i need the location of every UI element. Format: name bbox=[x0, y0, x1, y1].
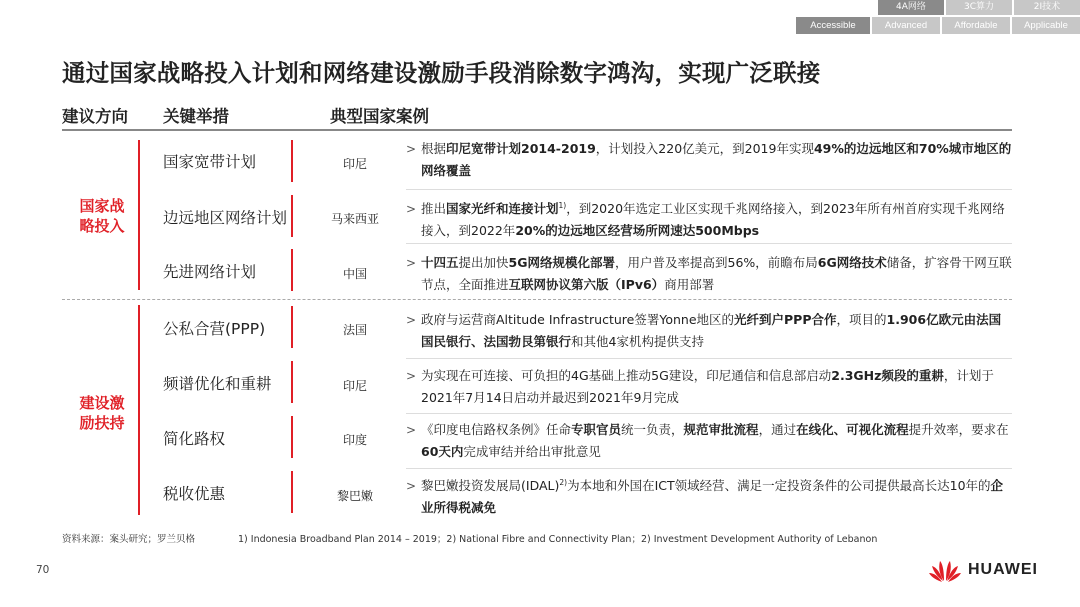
measure-label: 频谱优化和重耕 bbox=[163, 375, 272, 393]
group-label-line: 略投入 bbox=[79, 217, 125, 235]
group-label-strategic bbox=[62, 196, 142, 236]
page-number: 70 bbox=[36, 564, 50, 576]
chevron-right-icon: > bbox=[406, 142, 417, 156]
huawei-logo bbox=[928, 557, 1038, 583]
case-text bbox=[421, 138, 1012, 182]
case-segment: 完成审结并给出审批意见 bbox=[463, 444, 601, 459]
case-emphasis: 在线化、可视化流程 bbox=[796, 422, 909, 437]
case-emphasis: 互联网协议第六版（IPv6） bbox=[508, 277, 665, 292]
footnote-ref: 1) bbox=[558, 200, 567, 210]
case-item bbox=[406, 365, 1012, 409]
case-emphasis: 十四五 bbox=[421, 255, 459, 270]
case-segment: ，项目的 bbox=[836, 312, 887, 327]
tab-applicable[interactable]: Applicable bbox=[1012, 17, 1080, 34]
case-segment: 为本地和外国在ICT领域经营、满足一定投资条件的公司提供最高长达10年的 bbox=[567, 478, 991, 493]
chevron-right-icon: > bbox=[406, 202, 417, 216]
group-bracket-incentive bbox=[136, 305, 140, 515]
case-emphasis: 49%的边远地区和70%城市地区的网络覆盖 bbox=[421, 141, 1012, 178]
chevron-right-icon: > bbox=[406, 369, 417, 383]
case-segment: 推出 bbox=[421, 201, 447, 216]
country-label: 中国 bbox=[342, 267, 367, 281]
case-emphasis: 20%的边远地区经营场所网速达500Mbps bbox=[515, 223, 760, 238]
row-divider bbox=[406, 358, 1012, 359]
chevron-right-icon: > bbox=[406, 479, 417, 493]
measure-label: 税收优惠 bbox=[163, 485, 226, 503]
measure-bar bbox=[290, 195, 293, 237]
case-segment: 储备，扩容骨干网互联节点，全面推进 bbox=[421, 255, 1012, 292]
country-label: 马来西亚 bbox=[330, 212, 379, 226]
header-direction: 建议方向 bbox=[62, 107, 128, 126]
country-label: 印尼 bbox=[342, 379, 367, 393]
tab-4a-network[interactable]: 4A网络 bbox=[878, 0, 944, 15]
chevron-right-icon: > bbox=[406, 423, 417, 437]
header-case: 典型国家案例 bbox=[330, 107, 429, 126]
measure-label: 先进网络计划 bbox=[163, 263, 257, 281]
chevron-right-icon: > bbox=[406, 313, 417, 327]
case-segment: ，计划于2021年7月14日启动并最迟到2021年9月完成 bbox=[421, 368, 994, 405]
footnote-ref: 2) bbox=[559, 477, 568, 487]
case-segment: ，计划投入220亿美元，到2019年实现 bbox=[595, 141, 814, 156]
measure-label: 国家宽带计划 bbox=[163, 153, 257, 171]
case-text bbox=[421, 419, 1012, 463]
case-emphasis: 企业所得税减免 bbox=[421, 478, 1004, 515]
brand-name: HUAWEI bbox=[968, 561, 1038, 578]
measure-bar bbox=[290, 416, 293, 458]
tab-3c-compute[interactable]: 3C算力 bbox=[946, 0, 1012, 15]
case-emphasis: 印尼宽带计划2014-2019 bbox=[446, 141, 596, 156]
case-item bbox=[406, 138, 1012, 182]
group-label-line: 励扶持 bbox=[79, 414, 125, 432]
sub-nav bbox=[794, 17, 1080, 34]
case-item bbox=[406, 252, 1012, 296]
measure-bar bbox=[290, 140, 293, 182]
case-item bbox=[406, 475, 1012, 519]
group-label-incentive bbox=[62, 393, 142, 433]
case-emphasis: 规范审批流程 bbox=[683, 422, 759, 437]
measure-bar bbox=[290, 471, 293, 513]
case-segment: 根据 bbox=[421, 141, 447, 156]
row-divider bbox=[406, 468, 1012, 469]
case-segment: 黎巴嫩投资发展局(IDAL) bbox=[421, 478, 560, 493]
tab-accessible[interactable]: Accessible bbox=[796, 17, 870, 34]
header-divider bbox=[62, 129, 1012, 131]
case-emphasis: 6G网络技术 bbox=[817, 255, 887, 270]
group-bracket-strategic bbox=[136, 140, 140, 290]
header-measure: 关键举措 bbox=[163, 107, 229, 126]
case-item bbox=[406, 198, 1012, 242]
group-divider bbox=[62, 299, 1012, 300]
group-label-line: 国家战 bbox=[79, 197, 125, 215]
country-label: 印度 bbox=[342, 433, 367, 447]
case-text bbox=[421, 252, 1012, 296]
case-emphasis: 60天内 bbox=[421, 444, 464, 459]
case-text bbox=[421, 198, 1012, 242]
page-title: 通过国家战略投入计划和网络建设激励手段消除数字鸿沟，实现广泛联接 bbox=[62, 59, 821, 87]
case-text bbox=[421, 365, 1012, 409]
case-item bbox=[406, 419, 1012, 463]
measure-label: 边远地区网络计划 bbox=[163, 209, 288, 227]
case-emphasis: 5G网络规模化部署 bbox=[508, 255, 615, 270]
measure-bar bbox=[290, 306, 293, 348]
case-segment: 《印度电信路权条例》任命 bbox=[421, 422, 572, 437]
case-segment: 商用部署 bbox=[664, 277, 715, 292]
chevron-right-icon: > bbox=[406, 256, 417, 270]
case-text bbox=[421, 309, 1012, 353]
case-emphasis: 专职官员 bbox=[571, 422, 622, 437]
footnote: 1) Indonesia Broadband Plan 2014 – 2019；2) National Fibre and Connectivity Plan；2) Investment Development Authority of Lebanon bbox=[238, 534, 878, 545]
case-segment: 为实现在可连接、可负担的4G基础上推动5G建设，印尼通信和信息部启动 bbox=[421, 368, 832, 383]
tab-advanced[interactable]: Advanced bbox=[872, 17, 940, 34]
measure-bar bbox=[290, 361, 293, 403]
case-emphasis: 2.3GHz频段的重耕 bbox=[831, 368, 944, 383]
case-segment: 政府与运营商Altitude Infrastructure签署Yonne地区的 bbox=[421, 312, 735, 327]
case-segment: 提升效率，要求在 bbox=[908, 422, 1009, 437]
case-segment: 统一负责， bbox=[621, 422, 684, 437]
case-segment: 和其他4家机构提供支持 bbox=[571, 334, 704, 349]
measure-label: 简化路权 bbox=[163, 430, 226, 448]
row-divider bbox=[406, 413, 1012, 414]
case-item bbox=[406, 309, 1012, 353]
case-emphasis: 国家光纤和连接计划 bbox=[446, 201, 559, 216]
case-segment: ，用户普及率提高到56%，前瞻布局 bbox=[615, 255, 818, 270]
country-label: 印尼 bbox=[342, 157, 367, 171]
tab-affordable[interactable]: Affordable bbox=[942, 17, 1010, 34]
source-note: 资料来源：案头研究；罗兰贝格 bbox=[62, 534, 196, 545]
case-segment: 提出加快 bbox=[458, 255, 509, 270]
case-segment: ，通过 bbox=[758, 422, 797, 437]
country-label: 法国 bbox=[342, 323, 367, 337]
huawei-flower-icon bbox=[928, 557, 962, 583]
case-emphasis: 1.906亿欧元由法国国民银行、法国勃艮第银行 bbox=[421, 312, 1002, 349]
case-emphasis: 光纤到户PPP合作 bbox=[734, 312, 837, 327]
tab-2i-tech[interactable]: 2I技术 bbox=[1014, 0, 1080, 15]
country-label: 黎巴嫩 bbox=[336, 489, 373, 503]
case-segment: ，到2020年选定工业区实现千兆网络接入，到2023年所有州首府实现千兆网络接入，到2022年 bbox=[421, 201, 1005, 238]
measure-label: 公私合营(PPP) bbox=[163, 320, 266, 338]
measure-bar bbox=[290, 249, 293, 291]
row-divider bbox=[406, 189, 1012, 190]
group-label-line: 建设激 bbox=[79, 394, 125, 412]
case-text bbox=[421, 475, 1012, 519]
row-divider bbox=[406, 243, 1012, 244]
top-nav bbox=[876, 0, 1080, 15]
